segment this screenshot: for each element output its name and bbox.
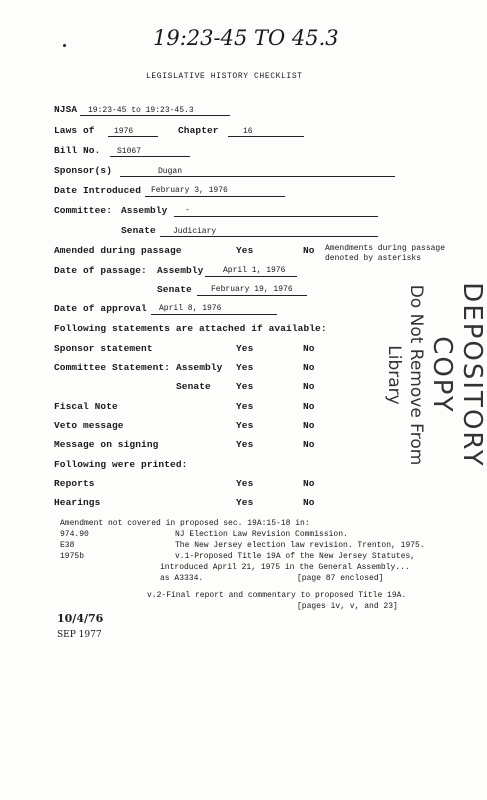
sponsor-label: Sponsor(s)	[54, 165, 113, 176]
passage-assembly-underline	[205, 276, 297, 277]
veto-message-yes: Yes	[236, 420, 254, 431]
statements-heading: Following statements are attached if available:	[54, 323, 327, 334]
committee-assembly-value: -	[185, 206, 190, 215]
committee-senate-value: Judiciary	[173, 227, 217, 236]
date-approval-label: Date of approval	[54, 303, 147, 314]
hearings-yes: Yes	[236, 497, 254, 508]
notes-line-1: Amendment not covered in proposed sec. 19A:15-18 in:	[60, 519, 310, 528]
bill-no-label: Bill No.	[54, 145, 101, 156]
fiscal-note-no: No	[303, 401, 315, 412]
hearings-label: Hearings	[54, 497, 101, 508]
notes-text-4: introduced April 21, 1975 in the General Assembly...	[160, 563, 410, 572]
date-approval-value: April 8, 1976	[159, 304, 222, 313]
hearings-no: No	[303, 497, 315, 508]
passage-assembly-value: April 1, 1976	[223, 266, 286, 275]
notes-text-5a: as A3334.	[160, 574, 204, 583]
punch-dot	[63, 44, 66, 47]
committee-assembly-yes: Yes	[236, 362, 254, 373]
message-signing-no: No	[303, 439, 315, 450]
chapter-value: 16	[243, 127, 253, 136]
notes-text-6: v.2-Final report and commentary to proposed Title 19A.	[147, 591, 407, 600]
amended-yes: Yes	[236, 245, 254, 256]
date-approval-underline	[151, 314, 277, 315]
chapter-underline	[228, 136, 304, 137]
fiscal-note-label: Fiscal Note	[54, 401, 118, 412]
committee-senate-label: Senate	[121, 225, 156, 236]
date-passage-label: Date of passage:	[54, 265, 147, 276]
bill-no-underline	[110, 156, 190, 157]
notes-code-3: 1975b	[60, 552, 85, 561]
received-stamp: SEP 1977	[57, 630, 102, 640]
notes-text-3: v.1-Proposed Title 19A of the New Jersey Statutes,	[175, 552, 416, 561]
notes-text-5b: [page 87 enclosed]	[297, 574, 384, 583]
checklist-title: LEGISLATIVE HISTORY CHECKLIST	[146, 72, 303, 81]
committee-statement-label: Committee Statement:	[54, 362, 171, 373]
depository-stamp	[384, 260, 487, 490]
date-introduced-underline	[145, 196, 285, 197]
veto-message-no: No	[303, 420, 315, 431]
laws-of-value: 1976	[114, 127, 134, 136]
reports-yes: Yes	[236, 478, 254, 489]
laws-of-label: Laws of	[54, 125, 95, 136]
committee-senate-yes: Yes	[236, 381, 254, 392]
notes-text-2: The New Jersey election law revision. Trenton, 1975.	[175, 541, 425, 550]
stamp-line-1: DEPOSITORY COPY	[427, 282, 487, 468]
njsa-label: NJSA	[54, 104, 78, 115]
passage-senate-value: February 19, 1976	[211, 285, 293, 294]
veto-message-label: Veto message	[54, 420, 124, 431]
passage-senate-underline	[197, 295, 307, 296]
stamp-line-2: Do Not Remove From Library	[384, 284, 426, 466]
njsa-underline	[80, 115, 230, 116]
message-signing-label: Message on signing	[54, 439, 159, 450]
handwritten-title: 19:23-45 TO 45.3	[153, 26, 339, 50]
sponsor-statement-label: Sponsor statement	[54, 343, 153, 354]
amended-label: Amended during passage	[54, 245, 182, 256]
passage-assembly-label: Assembly	[157, 265, 204, 276]
committee-statement-assembly: Assembly	[176, 362, 223, 373]
fiscal-note-yes: Yes	[236, 401, 254, 412]
printed-heading: Following were printed:	[54, 459, 188, 470]
reports-label: Reports	[54, 478, 95, 489]
chapter-label: Chapter	[178, 125, 219, 136]
committee-senate-underline	[160, 236, 378, 237]
committee-senate-no: No	[303, 381, 315, 392]
message-signing-yes: Yes	[236, 439, 254, 450]
reports-no: No	[303, 478, 315, 489]
laws-of-underline	[108, 136, 158, 137]
sponsor-value: Dugan	[158, 167, 183, 176]
amended-note-2: denoted by asterisks	[325, 254, 422, 263]
notes-code-1: 974.90	[60, 530, 89, 539]
notes-text-1: NJ Election Law Revision Commission.	[175, 530, 348, 539]
njsa-value: 19:23-45 to 19:23-45.3	[88, 106, 194, 115]
date-introduced-label: Date Introduced	[54, 185, 142, 196]
committee-assembly-no: No	[303, 362, 315, 373]
bill-no-value: S1067	[117, 147, 142, 156]
amended-note-1: Amendments during passage	[325, 244, 446, 253]
committee-assembly-underline	[174, 216, 378, 217]
committee-label: Committee:	[54, 205, 113, 216]
sponsor-statement-no: No	[303, 343, 315, 354]
amended-no: No	[303, 245, 315, 256]
date-introduced-value: February 3, 1976	[151, 186, 228, 195]
date-stamp: 10/4/76	[57, 612, 104, 625]
committee-assembly-label: Assembly	[121, 205, 168, 216]
committee-statement-senate: Senate	[176, 381, 211, 392]
passage-senate-label: Senate	[157, 284, 192, 295]
notes-text-7: [pages iv, v, and 23]	[297, 602, 398, 611]
sponsor-underline	[120, 176, 395, 177]
sponsor-statement-yes: Yes	[236, 343, 254, 354]
notes-code-2: E38	[60, 541, 75, 550]
